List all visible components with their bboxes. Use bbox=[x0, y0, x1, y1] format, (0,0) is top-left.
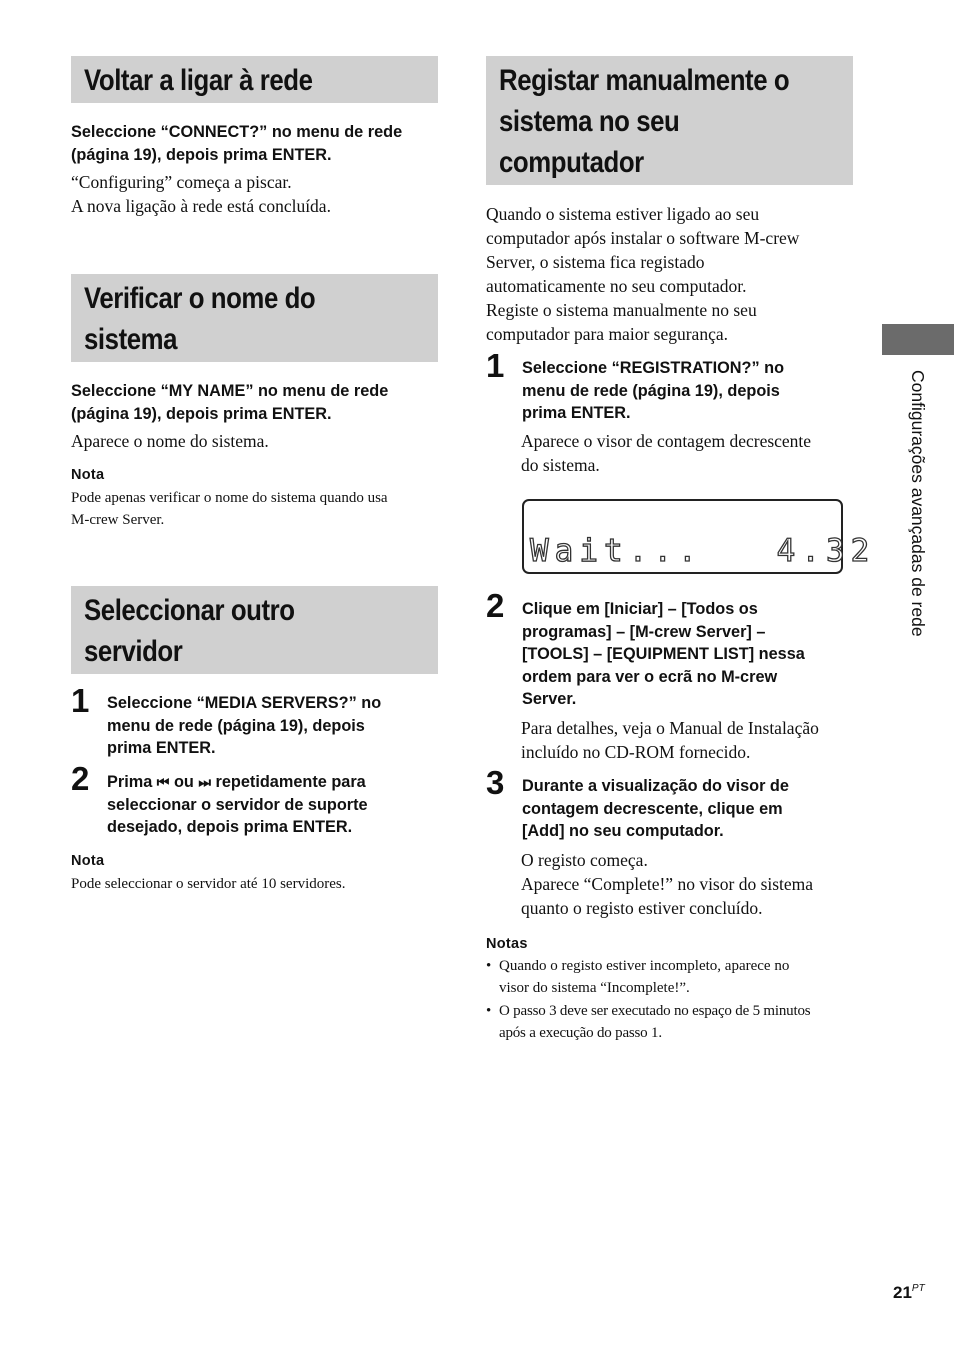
section-heading-reconnect bbox=[71, 56, 438, 103]
step-number: 1 bbox=[486, 347, 505, 384]
bullet-marker: • bbox=[486, 958, 492, 974]
note-title: Nota bbox=[71, 853, 105, 869]
step-number: 1 bbox=[71, 682, 90, 719]
previous-track-icon: ⏮ bbox=[156, 774, 170, 790]
display-countdown-text: Wait... 4.32 bbox=[530, 533, 876, 569]
step-result: O registo começa. Aparece “Complete!” no visor do sistema quanto o registo estiver concluído. bbox=[521, 850, 814, 918]
instruction-my-name: Seleccione “MY NAME” no menu de rede (página 19), depois prima ENTER. bbox=[71, 382, 389, 423]
heading-text: Voltar a ligar à rede bbox=[84, 64, 313, 97]
body-connect-result: “Configuring” começa a piscar. A nova ligação à rede está concluída. bbox=[71, 172, 331, 216]
next-track-icon: ⏭ bbox=[198, 774, 211, 790]
note-title: Nota bbox=[71, 467, 105, 483]
step-instruction: Clique em [Iniciar] – [Todos os programas] – [M-crew Server] – [TOOLS] – [EQUIPMENT LIST] nessa ordem para ver o ecrã no M-crew Server. bbox=[522, 600, 805, 708]
chapter-tab-marker bbox=[882, 324, 954, 355]
step-number: 2 bbox=[71, 760, 90, 797]
section-heading-check-name: Verificar o nome do sistema bbox=[71, 274, 438, 362]
page-number: $21^{PT}$ bbox=[893, 1283, 925, 1302]
body-name-appears: Aparece o nome do sistema. bbox=[71, 431, 269, 451]
register-intro: Quando o sistema estiver ligado ao seu computador após instalar o software M-crew Server, o sistema fica registado automaticamente no seu computador. Registe o sistema manualmente no seu computador para maior segurança. bbox=[486, 204, 800, 344]
step-instruction: Seleccione “MEDIA SERVERS?” no menu de rede (página 19), depois prima ENTER. bbox=[107, 694, 382, 757]
bullet-marker: • bbox=[486, 1003, 492, 1019]
step-result: Aparece o visor de contagem decrescente do sistema. bbox=[521, 431, 812, 475]
note-item: Quando o registo estiver incompleto, aparece no visor do sistema “Incomplete!”. bbox=[499, 958, 790, 996]
step-instruction: Prima ⏮ ou ⏭ repetidamente para seleccionar o servidor de suporte desejado, depois prima ENTER. bbox=[107, 773, 368, 836]
step-result: Para detalhes, veja o Manual de Instalação incluído no CD-ROM fornecido. bbox=[521, 718, 819, 762]
step-instruction: Durante a visualização do visor de contagem decrescente, clique em [Add] no seu computador. bbox=[522, 777, 789, 840]
step-number: 2 bbox=[486, 587, 505, 624]
note-text: Pode apenas verificar o nome do sistema quando usa M-crew Server. bbox=[71, 490, 388, 528]
system-display-illustration bbox=[522, 499, 876, 574]
note-item: O passo 3 deve ser executado no espaço de 5 minutos após a execução do passo 1. bbox=[499, 1003, 811, 1041]
section-heading-register: Registar manualmente o sistema no seu computador bbox=[486, 56, 853, 185]
note-text: Pode seleccionar o servidor até 10 servidores. bbox=[71, 876, 346, 892]
step-instruction: Seleccione “REGISTRATION?” no menu de rede (página 19), depois prima ENTER. bbox=[522, 359, 785, 422]
section-heading-select-server: Seleccionar outro servidor bbox=[71, 586, 438, 674]
instruction-connect: Seleccione “CONNECT?” no menu de rede (página 19), depois prima ENTER. bbox=[71, 123, 403, 164]
step-number: 3 bbox=[486, 764, 505, 801]
chapter-side-label: Configurações avançadas de rede bbox=[908, 370, 928, 637]
notes-title: Notas bbox=[486, 936, 528, 952]
